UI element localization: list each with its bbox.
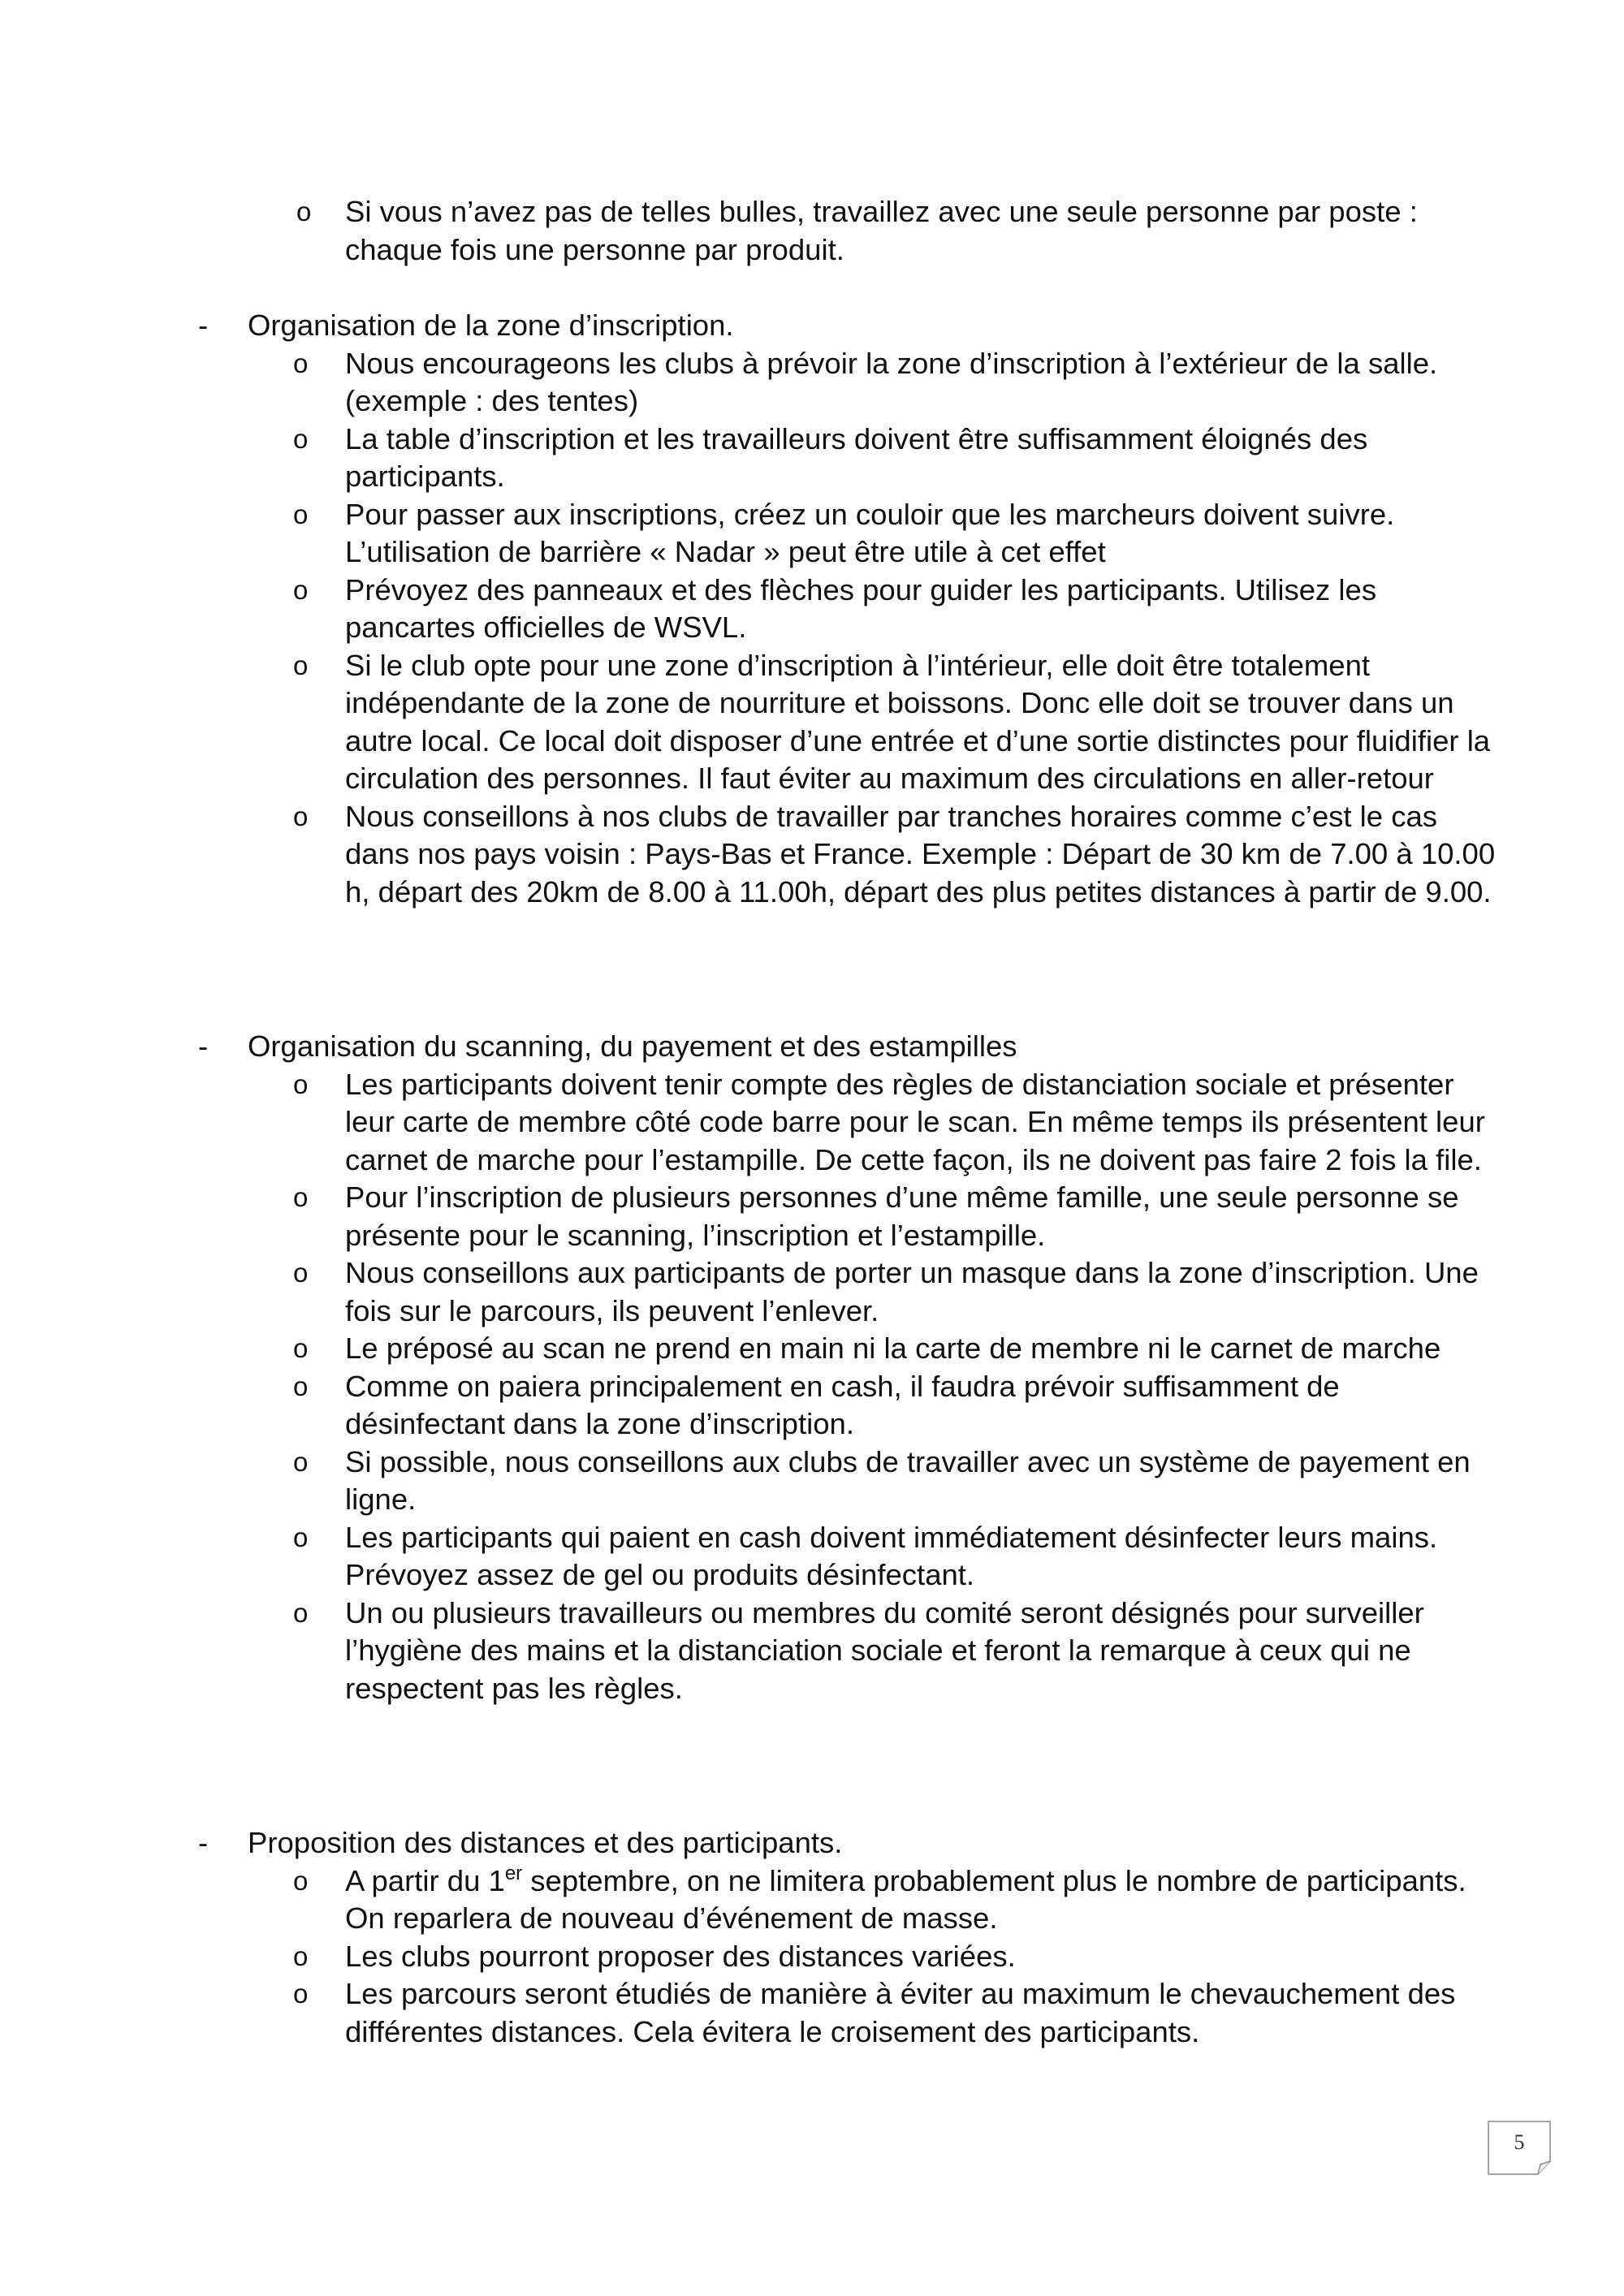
bullet-marker: o — [293, 1446, 309, 1477]
dash-marker: - — [198, 1029, 209, 1063]
list-item — [185, 496, 1498, 572]
section-title: Organisation de la zone d’inscription. — [248, 309, 734, 342]
item-text: Si le club opte pour une zone d’inscription à l’intérieur, elle doit être totalement indépendante de la zone de nourriture et boissons. Donc elle doit se trouver dans un autre local. Ce local doit disposer d’une entrée et d’une sortie distinctes pour fluidifier la circulation des personnes. Il faut éviter au maximum des circulations en aller-retour — [345, 648, 1491, 795]
bullet-marker: o — [293, 650, 309, 680]
list-item — [185, 1595, 1498, 1708]
list-item — [185, 572, 1498, 647]
list-item — [185, 1975, 1498, 2051]
item-text: Nous encourageons les clubs à prévoir la zone d’inscription à l’extérieur de la salle. (exemple : des tentes) — [345, 346, 1438, 417]
section-heading — [185, 307, 1484, 345]
item-text: Les parcours seront étudiés de manière à éviter au maximum le chevauchement des différentes distances. Cela évitera le croisement des participants. — [345, 1977, 1456, 2048]
bullet-marker: o — [293, 801, 309, 831]
list-item — [185, 1368, 1498, 1444]
page-number: 5 — [1514, 2130, 1525, 2154]
item-text: Les clubs pourront proposer des distances variées. — [345, 1939, 1016, 1973]
item-text: La table d’inscription et les travailleurs doivent être suffisamment éloignés des participants. — [345, 421, 1368, 493]
bullet-marker: o — [293, 1068, 309, 1099]
item-text: Les participants doivent tenir compte des règles de distanciation sociale et présenter leur carte de membre côté code barre pour le scan. En même temps ils présentent leur carnet de marche pour l’estampille. De cette façon, ils ne doivent pas faire 2 fois la file. — [345, 1067, 1485, 1176]
list-item — [185, 1444, 1498, 1519]
item-text: Pour passer aux inscriptions, créez un couloir que les marcheurs doivent suivre. L’utilisation de barrière « Nadar » peut être utile à cet effet — [345, 497, 1395, 568]
item-text: Si vous n’avez pas de telles bulles, travaillez avec une seule personne par poste : chaque fois une personne par produit. — [345, 195, 1418, 266]
list-item — [185, 1938, 1498, 1976]
list-item — [185, 345, 1498, 421]
bullet-list — [185, 1066, 1484, 1708]
bullet-marker: o — [293, 423, 309, 454]
bullet-marker: o — [293, 347, 309, 378]
list-item — [185, 1519, 1498, 1595]
item-text: Le préposé au scan ne prend en main ni la carte de membre ni le carnet de marche — [345, 1331, 1441, 1365]
section-registration-zone — [185, 307, 1496, 911]
list-item — [185, 1254, 1498, 1330]
bullet-marker: o — [293, 1979, 309, 2009]
item-text: Les participants qui paient en cash doivent immédiatement désinfecter leurs mains. Prévoyez assez de gel ou produits désinfectant. — [345, 1520, 1438, 1591]
item-text: Prévoyez des panneaux et des flèches pour guider les participants. Utilisez les pancartes officielles de WSVL. — [345, 572, 1377, 644]
item-text: Un ou plusieurs travailleurs ou membres du comité seront désignés pour surveiller l’hygiène des mains et la distanciation sociale et feront la remarque à ceux qui ne respectent pas les règles. — [345, 1595, 1424, 1705]
list-item — [185, 798, 1498, 912]
item-text: Si possible, nous conseillons aux clubs de travailler avec un système de payement en ligne. — [345, 1444, 1471, 1516]
dash-marker: - — [198, 309, 209, 342]
dash-marker: - — [198, 1826, 209, 1859]
page-number-box — [1488, 2121, 1561, 2177]
item-text-start: A partir du 1 — [345, 1863, 505, 1897]
section-title: Organisation du scanning, du payement et des estampilles — [248, 1029, 1017, 1063]
list-item — [185, 1066, 1498, 1180]
bullet-marker: o — [293, 498, 309, 529]
list-item — [185, 421, 1498, 496]
bullet-marker: o — [293, 1370, 309, 1401]
bullet-marker: o — [293, 574, 309, 605]
bullet-marker: o — [293, 1865, 309, 1896]
continuation-item — [296, 193, 1482, 269]
bullet-marker: o — [296, 196, 312, 227]
item-text: Nous conseillons aux participants de porter un masque dans la zone d’inscription. Une fois sur le parcours, ils peuvent l’enlever. — [345, 1256, 1479, 1327]
item-text: Nous conseillons à nos clubs de travailler par tranches horaires comme c’est le cas dans nos pays voisin : Pays-Bas et France. Exemple : Départ de 30 km de 7.00 à 10.00 h, départ des 20km de 8.00 à 11.00h, départ des plus petites distances à partir de 9.00. — [345, 799, 1496, 908]
bullet-marker: o — [293, 1521, 309, 1552]
section-distances — [185, 1824, 1484, 2051]
list-item — [185, 647, 1498, 798]
section-scanning-payment — [185, 1028, 1484, 1707]
list-item — [185, 1330, 1498, 1368]
section-heading — [185, 1824, 1484, 1862]
superscript: er — [504, 1862, 523, 1884]
bullet-list — [185, 1862, 1484, 2052]
bullet-list — [185, 345, 1496, 912]
item-text: septembre, on ne limitera probablement plus le nombre de participants. On reparlera de nouveau d’événement de masse. — [345, 1863, 1466, 1935]
section-title: Proposition des distances et des participants. — [248, 1826, 843, 1859]
item-text: Pour l’inscription de plusieurs personnes d’une même famille, une seule personne se présente pour le scanning, l’inscription et l’estampille. — [345, 1180, 1459, 1252]
item-text: Comme on paiera principalement en cash, il faudra prévoir suffisamment de désinfectant dans la zone d’inscription. — [345, 1369, 1340, 1440]
list-item — [185, 1862, 1498, 1938]
list-item — [185, 1179, 1498, 1254]
bullet-marker: o — [293, 1258, 309, 1288]
bullet-marker: o — [293, 1597, 309, 1628]
bullet-marker: o — [293, 1333, 309, 1363]
bullet-marker: o — [293, 1940, 309, 1971]
section-heading — [185, 1028, 1484, 1066]
bullet-marker: o — [293, 1182, 309, 1212]
